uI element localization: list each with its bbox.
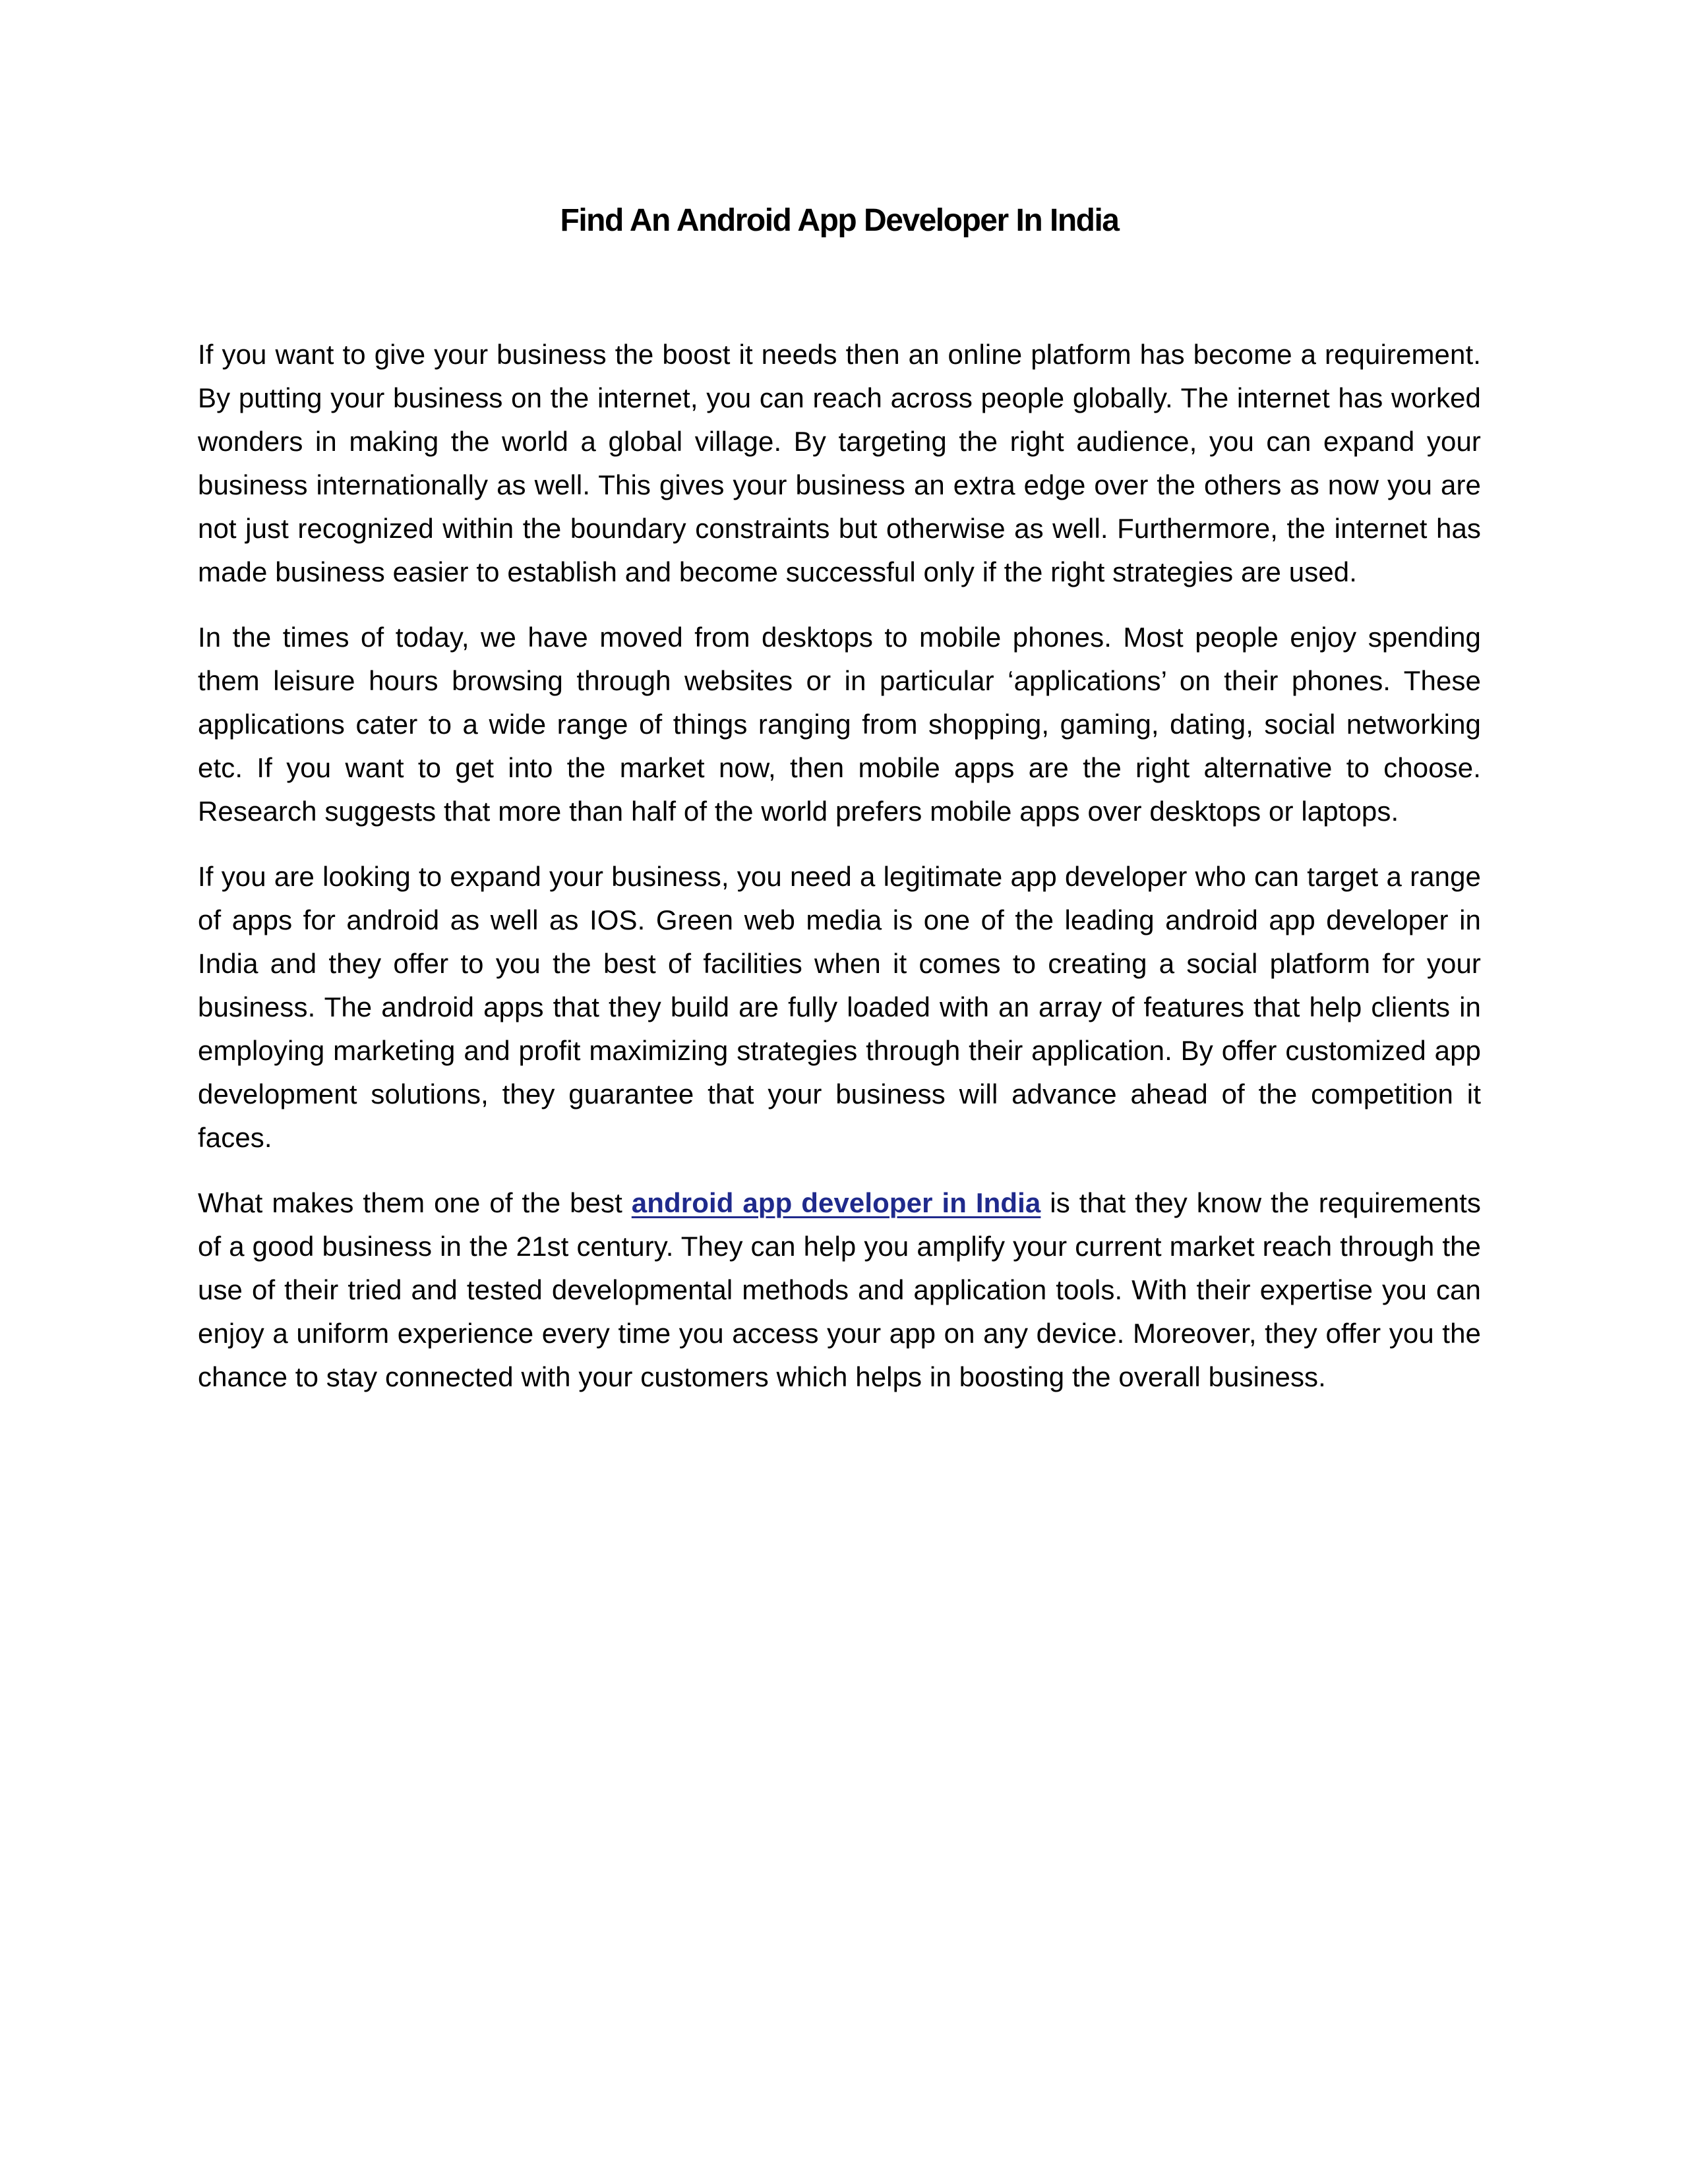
android-app-developer-link[interactable]: android app developer in India <box>631 1187 1041 1218</box>
paragraph-app-developer: If you are looking to expand your business, you need a legitimate app developer who can target a range of apps for android as well as IOS. Green web media is one of the leading android app developer in India and they offer to you the best of facilities when it comes to creating a social platform for your business. The android apps that they build are fully loaded with an array of features that help clients in employing marketing and profit maximizing strategies through their application. By offer customized app development solutions, they guarantee that your business will advance ahead of the competition it faces. <box>198 861 1481 1153</box>
document-title: Find An Android App Developer In India <box>560 203 1119 238</box>
paragraph-mobile-phones: In the times of today, we have moved from desktops to mobile phones. Most people enjoy spending them leisure hours browsing through websites or in particular ‘applications’ on their phones. These applications cater to a wide range of things ranging from shopping, gaming, dating, social networking etc. If you want to get into the market now, then mobile apps are the right alternative to choose. Research suggests that more than half of the world prefers mobile apps over desktops or laptops. <box>198 622 1481 827</box>
paragraph-online-platform: If you want to give your business the boost it needs then an online platform has become a requirement. By putting your business on the internet, you can reach across people globally. The internet has worked wonders in making the world a global village. By targeting the right audience, you can expand your business internationally as well. This gives your business an extra edge over the others as now you are not just recognized within the boundary constraints but otherwise as well. Furthermore, the internet has made business easier to establish and become successful only if the right strategies are used. <box>198 339 1481 587</box>
document-body <box>198 333 1481 1399</box>
paragraph-text-before-link: What makes them one of the best <box>198 1187 632 1218</box>
paragraph-text-after-link: is that they know the requirements of a good business in the 21st century. They can help you amplify your current market reach through the use of their tried and tested developmental methods and application tools. With their expertise you can enjoy a uniform experience every time you access your app on any device. Moreover, they offer you the chance to stay connected with your customers which helps in boosting the overall business. <box>198 1187 1482 1392</box>
paragraph-best-developer <box>198 1181 1481 1399</box>
